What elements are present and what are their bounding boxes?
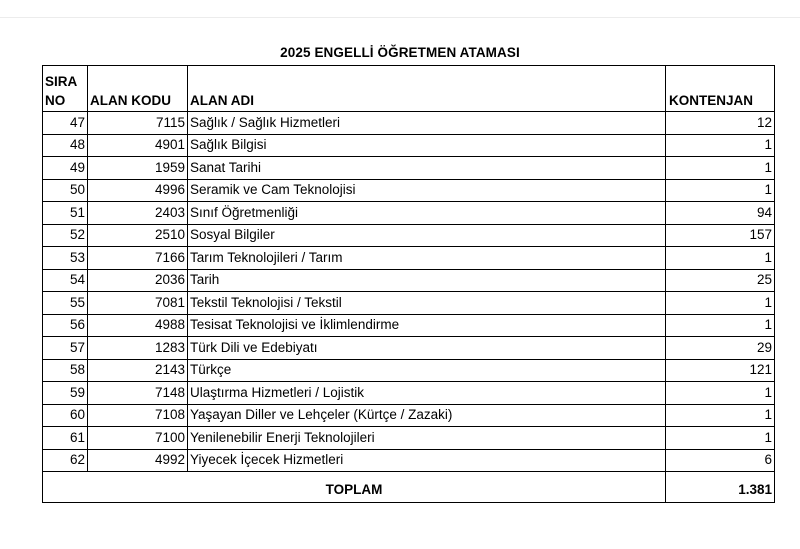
- cell-sira-no: 59: [43, 382, 88, 405]
- table-body: [43, 112, 775, 472]
- cell-alan-adi: Tesisat Teknolojisi ve İklimlendirme: [188, 314, 666, 337]
- header-row: [43, 66, 775, 112]
- cell-alan-kodu: 7108: [88, 404, 188, 427]
- total-value: 1.381: [666, 478, 775, 503]
- cell-sira-no: 61: [43, 427, 88, 450]
- cell-sira-no: 49: [43, 157, 88, 180]
- cell-alan-kodu: 4988: [88, 314, 188, 337]
- cell-alan-adi: Sosyal Bilgiler: [188, 224, 666, 247]
- header-sira-no: [43, 66, 88, 112]
- cell-alan-kodu: 2036: [88, 269, 188, 292]
- header-alan-kodu: ALAN KODU: [88, 66, 188, 112]
- cell-alan-adi: Yiyecek İçecek Hizmetleri: [188, 449, 666, 472]
- cell-alan-adi: Tekstil Teknolojisi / Tekstil: [188, 292, 666, 315]
- cell-kontenjan: 6: [666, 449, 775, 472]
- cell-kontenjan: 1: [666, 382, 775, 405]
- cell-kontenjan: 12: [666, 112, 775, 135]
- table-row: [43, 314, 775, 337]
- cell-alan-adi: Tarih: [188, 269, 666, 292]
- cell-kontenjan: 157: [666, 224, 775, 247]
- cell-sira-no: 62: [43, 449, 88, 472]
- cell-alan-adi: Sanat Tarihi: [188, 157, 666, 180]
- cell-kontenjan: 1: [666, 427, 775, 450]
- cell-kontenjan: 1: [666, 292, 775, 315]
- cell-alan-adi: Seramik ve Cam Teknolojisi: [188, 179, 666, 202]
- total-label: TOPLAM: [43, 478, 666, 503]
- total-row: [43, 478, 775, 503]
- table-row: [43, 292, 775, 315]
- cell-sira-no: 50: [43, 179, 88, 202]
- cell-kontenjan: 1: [666, 179, 775, 202]
- cell-alan-kodu: 7148: [88, 382, 188, 405]
- header-alan-adi: ALAN ADI: [188, 66, 666, 112]
- table-row: [43, 427, 775, 450]
- table-row: [43, 224, 775, 247]
- cell-alan-kodu: 1959: [88, 157, 188, 180]
- cell-alan-adi: Sağlık Bilgisi: [188, 134, 666, 157]
- table-row: [43, 202, 775, 225]
- cell-alan-adi: Ulaştırma Hizmetleri / Lojistik: [188, 382, 666, 405]
- cell-alan-kodu: 4901: [88, 134, 188, 157]
- cell-kontenjan: 25: [666, 269, 775, 292]
- cell-kontenjan: 94: [666, 202, 775, 225]
- cell-alan-kodu: 2403: [88, 202, 188, 225]
- cell-alan-kodu: 2143: [88, 359, 188, 382]
- cell-kontenjan: 1: [666, 134, 775, 157]
- header-kontenjan: KONTENJAN: [666, 66, 775, 112]
- cell-alan-kodu: 2510: [88, 224, 188, 247]
- cell-alan-kodu: 7115: [88, 112, 188, 135]
- header-sira-line2: NO: [45, 93, 66, 108]
- table-row: [43, 359, 775, 382]
- cell-sira-no: 48: [43, 134, 88, 157]
- cell-sira-no: 55: [43, 292, 88, 315]
- cell-sira-no: 60: [43, 404, 88, 427]
- cell-sira-no: 51: [43, 202, 88, 225]
- cell-alan-kodu: 7166: [88, 247, 188, 270]
- cell-sira-no: 58: [43, 359, 88, 382]
- cell-alan-kodu: 1283: [88, 337, 188, 360]
- table-row: [43, 404, 775, 427]
- cell-sira-no: 54: [43, 269, 88, 292]
- quota-table: [42, 65, 775, 503]
- cell-alan-kodu: 4992: [88, 449, 188, 472]
- cell-kontenjan: 1: [666, 404, 775, 427]
- header-sira-line1: SIRA: [45, 74, 78, 89]
- cell-alan-adi: Yenilenebilir Enerji Teknolojileri: [188, 427, 666, 450]
- cell-kontenjan: 1: [666, 157, 775, 180]
- table-row: [43, 179, 775, 202]
- cell-alan-adi: Yaşayan Diller ve Lehçeler (Kürtçe / Zazaki): [188, 404, 666, 427]
- table-row: [43, 269, 775, 292]
- cell-alan-kodu: 4996: [88, 179, 188, 202]
- cell-alan-adi: Türkçe: [188, 359, 666, 382]
- table-row: [43, 112, 775, 135]
- cell-sira-no: 47: [43, 112, 88, 135]
- table-row: [43, 449, 775, 472]
- cell-alan-adi: Tarım Teknolojileri / Tarım: [188, 247, 666, 270]
- cell-sira-no: 57: [43, 337, 88, 360]
- cell-alan-adi: Sağlık / Sağlık Hizmetleri: [188, 112, 666, 135]
- document-title: 2025 ENGELLİ ÖĞRETMEN ATAMASI: [280, 45, 520, 60]
- table-row: [43, 134, 775, 157]
- cell-kontenjan: 1: [666, 247, 775, 270]
- table-row: [43, 157, 775, 180]
- cell-kontenjan: 29: [666, 337, 775, 360]
- cell-kontenjan: 1: [666, 314, 775, 337]
- cell-sira-no: 52: [43, 224, 88, 247]
- table-row: [43, 247, 775, 270]
- cell-sira-no: 56: [43, 314, 88, 337]
- cell-sira-no: 53: [43, 247, 88, 270]
- cell-alan-kodu: 7100: [88, 427, 188, 450]
- table-row: [43, 337, 775, 360]
- cell-alan-adi: Sınıf Öğretmenliği: [188, 202, 666, 225]
- table-row: [43, 382, 775, 405]
- top-divider: [0, 17, 800, 18]
- cell-alan-adi: Türk Dili ve Edebiyatı: [188, 337, 666, 360]
- cell-alan-kodu: 7081: [88, 292, 188, 315]
- cell-kontenjan: 121: [666, 359, 775, 382]
